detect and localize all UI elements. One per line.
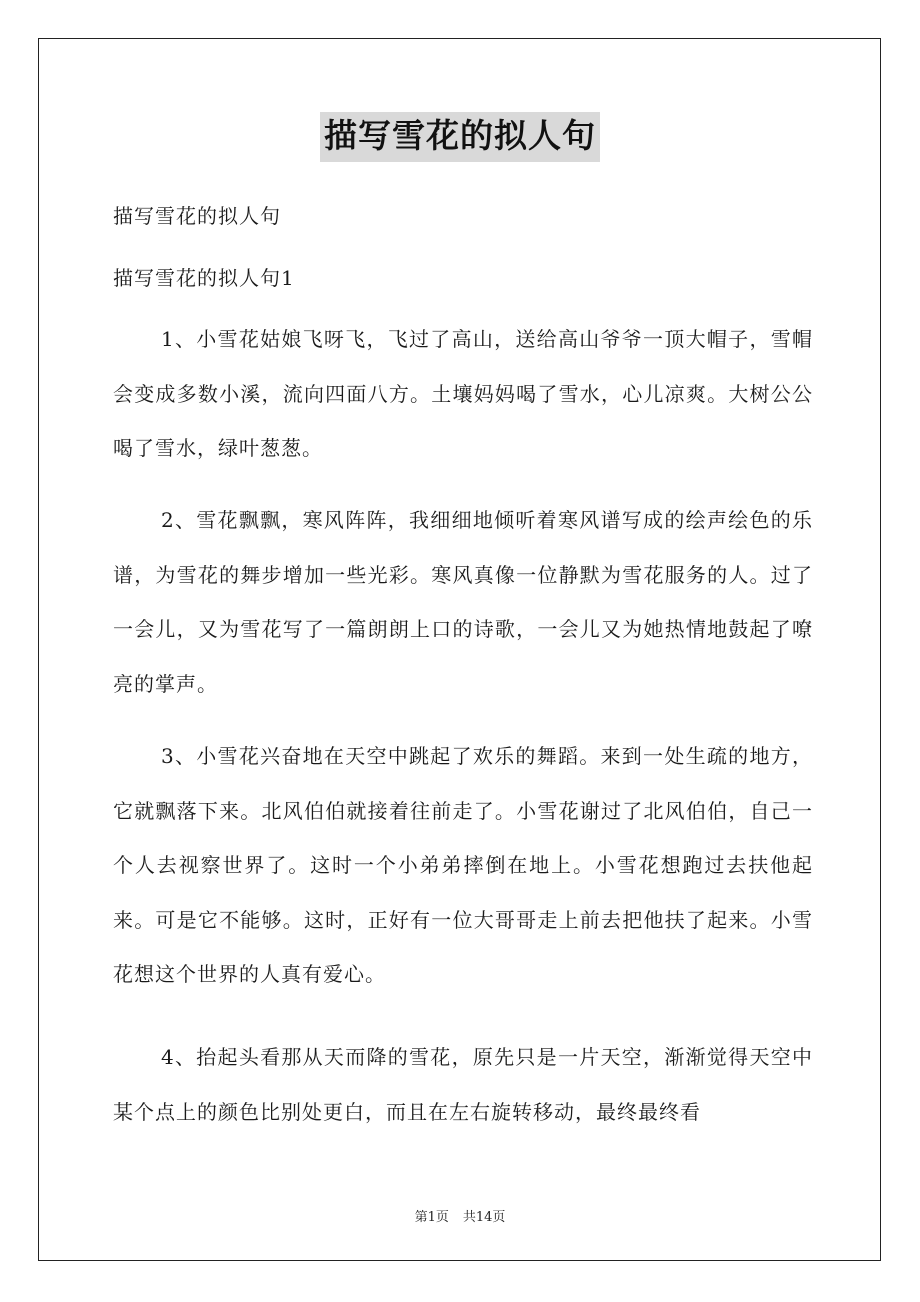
document-title: 描写雪花的拟人句 xyxy=(320,112,600,162)
page-total: 共14页 xyxy=(462,1210,506,1225)
paragraph-1: 1、小雪花姑娘飞呀飞，飞过了高山，送给高山爷爷一顶大帽子，雪帽会变成多数小溪，流向四面八方。土壤妈妈喝了雪水，心儿凉爽。大树公公喝了雪水，绿叶葱葱。 xyxy=(113,327,813,460)
document-subtitle: 描写雪花的拟人句 xyxy=(113,204,281,228)
paragraph-3: 3、小雪花兴奋地在天空中跳起了欢乐的舞蹈。来到一处生疏的地方，它就飘落下来。北风伯伯就接着往前走了。小雪花谢过了北风伯伯，自己一个人去视察世界了。这时一个小弟弟摔倒在地上。小雪花想跑过去扶他起来。可是它不能够。这时，正好有一位大哥哥走上前去把他扶了起来。小雪花想这个世界的人真有爱心。 xyxy=(113,744,813,986)
page-number: 第1页 xyxy=(414,1210,449,1225)
page-footer xyxy=(0,1206,920,1225)
title-container xyxy=(0,112,920,162)
section-heading: 描写雪花的拟人句1 xyxy=(113,266,295,290)
paragraph-2: 2、雪花飘飘，寒风阵阵，我细细地倾听着寒风谱写成的绘声绘色的乐谱，为雪花的舞步增加一些光彩。寒风真像一位静默为雪花服务的人。过了一会儿，又为雪花写了一篇朗朗上口的诗歌，一会儿又为她热情地鼓起了嘹亮的掌声。 xyxy=(113,508,813,696)
paragraph-4: 4、抬起头看那从天而降的雪花，原先只是一片天空，渐渐觉得天空中某个点上的颜色比别处更白，而且在左右旋转移动，最终最终看 xyxy=(113,1045,813,1124)
